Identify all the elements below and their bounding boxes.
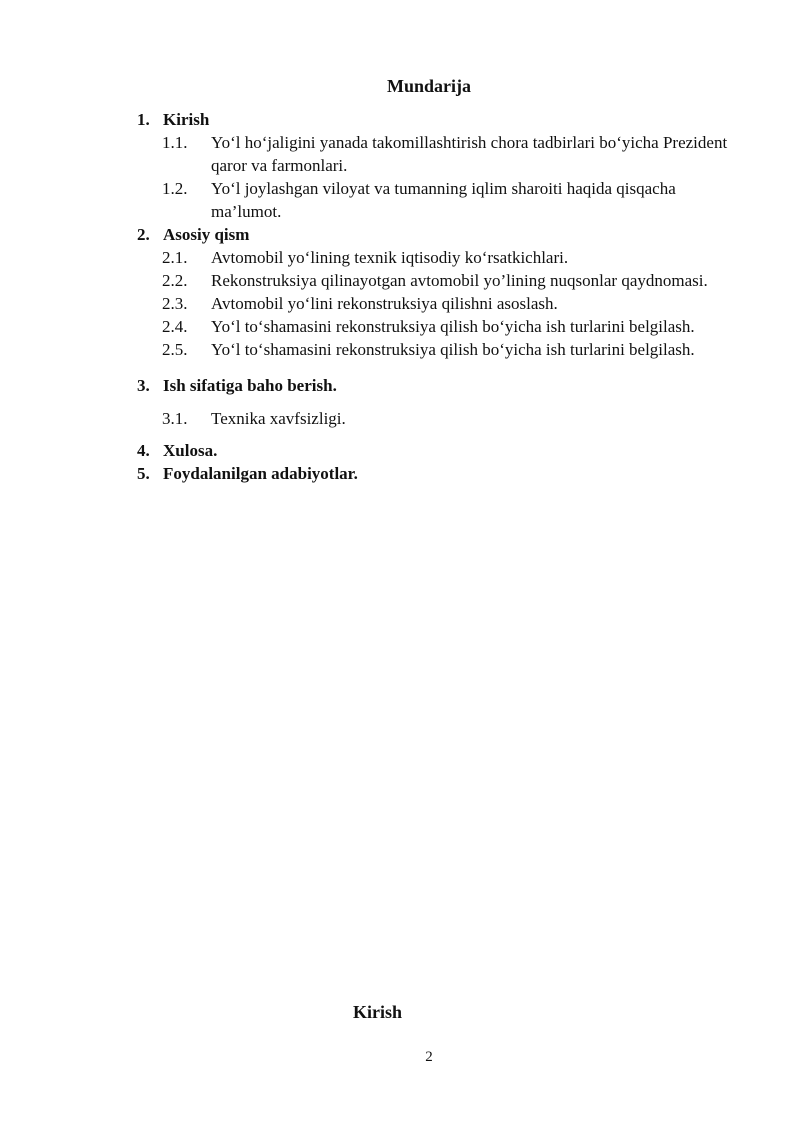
- toc-item-2-5: [137, 338, 737, 361]
- item-label: Yo‘l to‘shamasini rekonstruksiya qilish bo‘yicha ish turlarini belgilash.: [211, 317, 695, 336]
- item-label: Rekonstruksiya qilinayotgan avtomobil yo’lining nuqsonlar qaydnomasi.: [211, 271, 708, 290]
- item-number: 2.4.: [162, 317, 188, 336]
- item-label: Yo‘l joylashgan viloyat va tumanning iqlim sharoiti haqida qisqacha ma’lumot.: [211, 179, 676, 221]
- item-number: 1.2.: [162, 179, 188, 198]
- toc-item-1-2: [137, 177, 737, 223]
- section-number: 4.: [137, 441, 150, 460]
- toc-item-2-4: [137, 315, 737, 338]
- toc-item-2-1: [137, 246, 737, 269]
- toc-item-2-2: [137, 269, 737, 292]
- item-number: 2.2.: [162, 271, 188, 290]
- page-number: 2: [425, 1049, 433, 1065]
- item-number: 3.1.: [162, 409, 188, 428]
- next-section-heading: Kirish: [352, 1002, 402, 1022]
- toc-section-1: [137, 108, 737, 131]
- section-label: Foydalanilgan adabiyotlar.: [163, 464, 358, 483]
- item-label: Yo‘l to‘shamasini rekonstruksiya qilish bo‘yicha ish turlarini belgilash.: [211, 340, 695, 359]
- item-number: 2.3.: [162, 294, 188, 313]
- item-label: Yo‘l ho‘jaligini yanada takomillashtirish chora tadbirlari bo‘yicha Prezident qaror va farmonlari.: [211, 133, 728, 175]
- toc-section-4: [137, 439, 737, 462]
- section-label: Ish sifatiga baho berish.: [163, 376, 337, 395]
- toc-item-2-3: [137, 292, 737, 315]
- item-label: Texnika xavfsizligi.: [211, 409, 346, 428]
- section-label: Kirish: [163, 110, 210, 129]
- toc-section-5: [137, 462, 737, 485]
- section-number: 5.: [137, 464, 150, 483]
- table-of-contents: [137, 108, 737, 485]
- item-label: Avtomobil yo‘lining texnik iqtisodiy ko‘rsatkichlari.: [211, 248, 569, 267]
- section-number: 2.: [137, 225, 150, 244]
- toc-section-2: [137, 223, 737, 246]
- item-number: 2.5.: [162, 340, 188, 359]
- section-number: 1.: [137, 110, 150, 129]
- item-number: 2.1.: [162, 248, 188, 267]
- toc-title: Mundarija: [386, 76, 471, 96]
- toc-section-3: [137, 374, 737, 397]
- section-label: Xulosa.: [163, 441, 218, 460]
- item-number: 1.1.: [162, 133, 188, 152]
- item-label: Avtomobil yo‘lini rekonstruksiya qilishni asoslash.: [211, 294, 558, 313]
- toc-item-3-1: [137, 407, 737, 430]
- section-number: 3.: [137, 376, 150, 395]
- section-label: Asosiy qism: [163, 225, 250, 244]
- toc-item-1-1: [137, 131, 737, 177]
